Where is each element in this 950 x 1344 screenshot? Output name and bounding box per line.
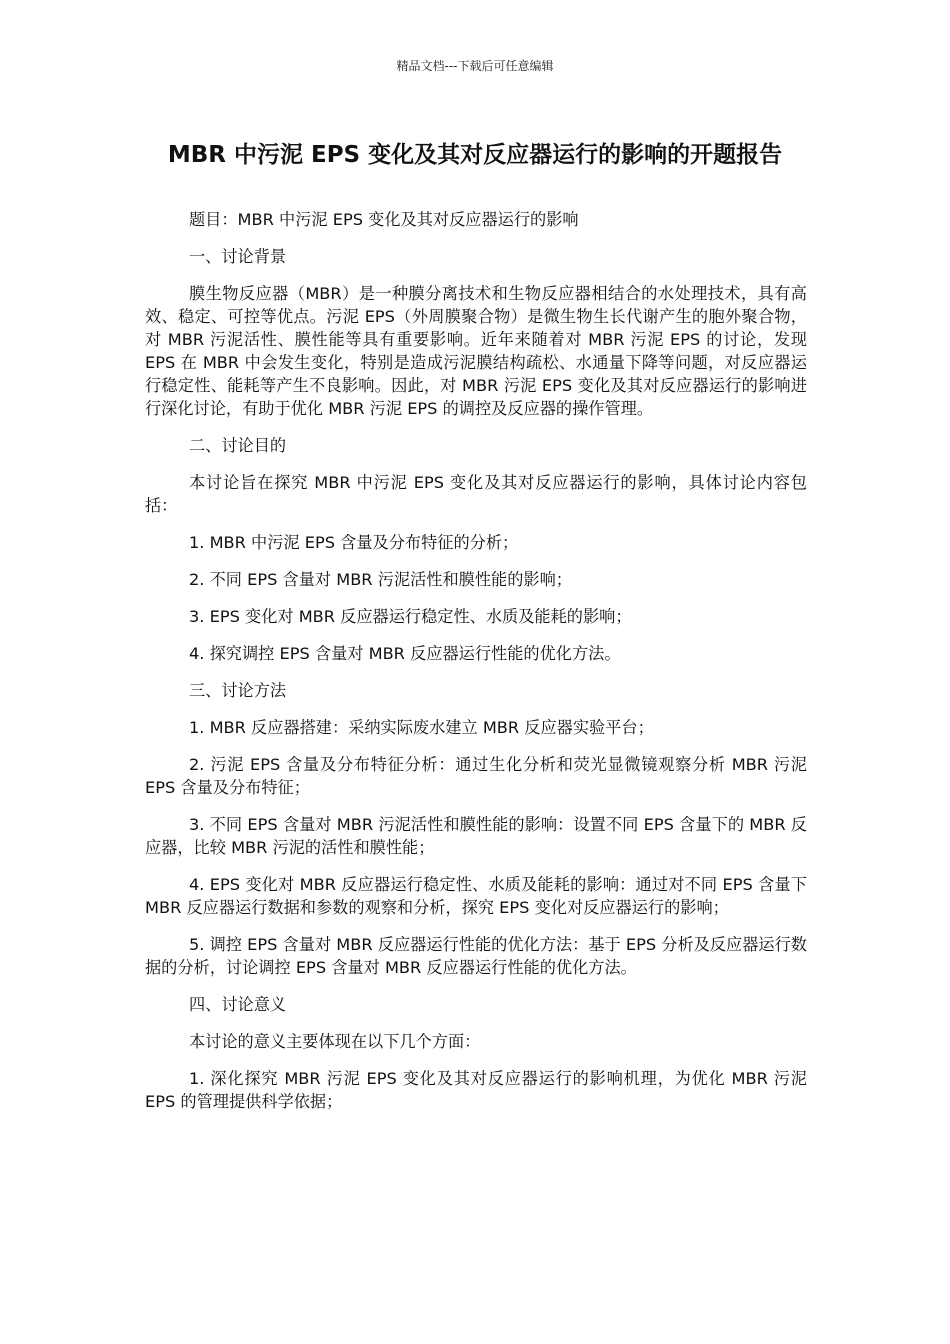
method-item-4: 4. EPS 变化对 MBR 反应器运行稳定性、水质及能耗的影响：通过对不同 EPS 含量下 MBR 反应器运行数据和参数的观察和分析，探究 EPS 变化对反应器运行的影响； <box>145 875 807 917</box>
purpose-intro: 本讨论旨在探究 MBR 中污泥 EPS 变化及其对反应器运行的影响，具体讨论内容包括： <box>145 473 807 515</box>
section-heading-significance: 四、讨论意义 <box>189 995 287 1014</box>
document-title: MBR 中污泥 EPS 变化及其对反应器运行的影响的开题报告 <box>167 142 783 168</box>
section-heading-purpose: 二、讨论目的 <box>189 436 287 455</box>
purpose-item-2: 2. 不同 EPS 含量对 MBR 污泥活性和膜性能的影响； <box>189 570 572 589</box>
method-item-5: 5. 调控 EPS 含量对 MBR 反应器运行性能的优化方法：基于 EPS 分析及反应器运行数据的分析，讨论调控 EPS 含量对 MBR 反应器运行性能的优化方法。 <box>145 935 807 977</box>
page-header-note: 精品文档---下载后可任意编辑 <box>396 59 554 73</box>
purpose-item-1: 1. MBR 中污泥 EPS 含量及分布特征的分析； <box>189 533 519 552</box>
significance-intro: 本讨论的意义主要体现在以下几个方面： <box>189 1032 481 1051</box>
purpose-item-3: 3. EPS 变化对 MBR 反应器运行稳定性、水质及能耗的影响； <box>189 607 632 626</box>
topic-line: 题目：MBR 中污泥 EPS 变化及其对反应器运行的影响 <box>189 210 579 229</box>
method-item-1: 1. MBR 反应器搭建：采纳实际废水建立 MBR 反应器实验平台； <box>189 718 654 737</box>
method-item-3: 3. 不同 EPS 含量对 MBR 污泥活性和膜性能的影响：设置不同 EPS 含量下的 MBR 反应器，比较 MBR 污泥的活性和膜性能； <box>145 815 807 857</box>
method-item-2: 2. 污泥 EPS 含量及分布特征分析：通过生化分析和荧光显微镜观察分析 MBR 污泥 EPS 含量及分布特征； <box>145 755 807 797</box>
significance-item-1: 1. 深化探究 MBR 污泥 EPS 变化及其对反应器运行的影响机理，为优化 MBR 污泥 EPS 的管理提供科学依据； <box>145 1069 807 1111</box>
section-heading-method: 三、讨论方法 <box>189 681 287 700</box>
purpose-item-4: 4. 探究调控 EPS 含量对 MBR 反应器运行性能的优化方法。 <box>189 644 621 663</box>
section-heading-background: 一、讨论背景 <box>189 247 287 266</box>
background-paragraph: 膜生物反应器（MBR）是一种膜分离技术和生物反应器相结合的水处理技术，具有高效、稳定、可控等优点。污泥 EPS（外周膜聚合物）是微生物生长代谢产生的胞外聚合物，对 MBR 污泥活性、膜性能等具有重要影响。近年来随着对 MBR 污泥 EPS 的讨论，发现 EPS 在 MBR 中会发生变化，特别是造成污泥膜结构疏松、水通量下降等问题，对反应器运行稳定性、能耗等产生不良影响。因此，对 MBR 污泥 EPS 变化及其对反应器运行的影响进行深化讨论，有助于优化 MBR 污泥 EPS 的调控及反应器的操作管理。 <box>145 284 807 418</box>
document-body <box>145 208 807 1127</box>
